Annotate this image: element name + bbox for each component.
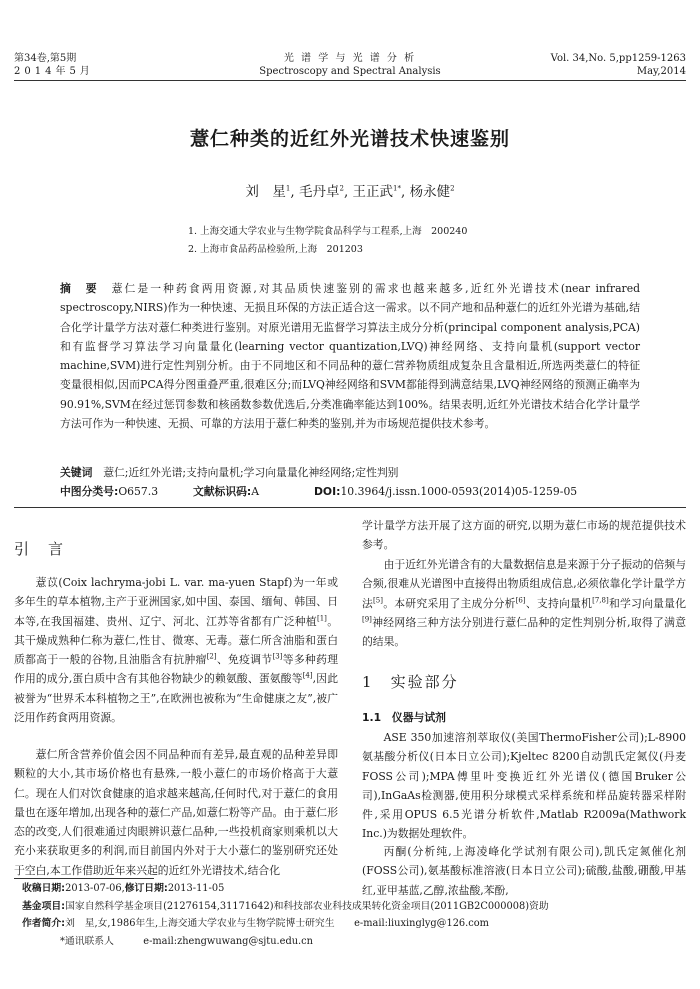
citation: [2]: [206, 652, 217, 661]
month-year: May,2014: [636, 66, 686, 77]
keywords-text: 薏仁;近红外光谱;支持向量机;学习向量量化神经网络;定性判别: [103, 466, 399, 479]
citation: [3]: [272, 652, 283, 661]
volume-issue: 第34卷,第5期: [14, 53, 77, 64]
section-heading-experiment: [362, 671, 459, 692]
affiliation: 1. 上海交通大学农业与生物学院食品科学与工程系,上海 200240: [188, 226, 468, 237]
section-rule: [14, 507, 686, 508]
author: 王正武$^{1*}$: [352, 184, 402, 200]
journal-title-en: Spectroscopy and Spectral Analysis: [259, 66, 441, 77]
citation: [4]: [302, 671, 313, 680]
intro-paragraph-1: 薏苡(Coix lachryma-jobi L. var. ma-yuen Stapf)为一年或多年生的草本植物,主产于亚洲国家,如中国、泰国、缅甸、韩国、日本等,在我国福建、贵州、辽宁、河北、江苏等省都有广泛种植[1]。其干燥成熟种仁称为薏仁,性甘、微寒、无毒。薏仁所含油脂和蛋白质都高于一般的谷物,且油脂含有抗肿瘤[2]、免疫调节[3]等多种药理作用的成分,蛋白质中含有其他谷物缺少的赖氨酸、蛋氨酸等[4],因此被誉为“世界禾本科植物之王”,在欧洲也被称为“生命健康之友”,被广泛用作药食两用资源。: [14, 576, 339, 725]
author-bio: 作者简介:刘 星,女,1986年生,上海交通大学农业与生物学院博士研究生 e-mail:liuxinglyg@126.com: [22, 918, 489, 929]
instruments-paragraph: ASE 350加速溶剂萃取仪(美国ThermoFisher公司);L-8900氨基酸分析仪(日本日立公司);Kjeltec 8200自动凯氏定氮仪(丹麦FOSS公司);MPA傅里叶变换近红外光谱仪(德国Bruker公司),InGaAs检测器,使用积分球模式采样系统和样品旋转器采样附件,采用OPUS 6.5光谱分析软件,Matlab R2009a(Mathwork Inc.)为数据处理软件。: [362, 731, 686, 841]
author: 毛丹卓$^2$: [298, 184, 344, 200]
vol-pages: Vol. 34,No. 5,pp1259-1263: [550, 53, 686, 64]
citation: [5]: [373, 596, 383, 604]
footnotes: [22, 880, 682, 950]
doc-code-label: 文献标识码:: [192, 485, 252, 498]
header-rule: [14, 80, 686, 81]
journal-pages: [551, 52, 686, 78]
author: 刘 星$^1$: [245, 184, 291, 200]
keywords: [60, 463, 660, 482]
issue-date: 2014年5月: [14, 66, 94, 77]
classification: [60, 482, 660, 501]
doi-value: 10.3964/j.issn.1000-0593(2014)05-1259-05: [340, 485, 578, 498]
right-paragraph-1: 学计量学方法开展了这方面的研究,以期为薏仁市场的规范提供技术参考。: [362, 519, 686, 552]
author: 杨永健$^2$: [409, 184, 455, 200]
journal-volume: [14, 52, 94, 78]
abstract-label: 摘 要: [60, 282, 99, 295]
doc-code-value: A: [251, 485, 260, 498]
citation: [1]: [317, 614, 327, 622]
affiliation: 2. 上海市食品药品检验所,上海 201203: [188, 244, 363, 255]
section-heading-intro: 引 言: [14, 540, 66, 558]
right-paragraph-2: 由于近红外光谱含有的大量数据信息是来源于分子振动的倍频与合频,很难从光谱图中直接得出物质组成信息,必须依靠化学计量学方法[5]。本研究采用了主成分分析[6]、支持向量机[7,8]和学习向量量化[9]神经网络三种方法分别进行薏仁品种的定性判别分析,取得了满意的结果。: [362, 558, 687, 649]
section-number: 1: [362, 673, 374, 691]
keywords-label: 关键词: [60, 466, 93, 479]
journal-name: [200, 52, 500, 78]
intro-paragraph-2: 薏仁所含营养价值会因不同品种而有差异,最直观的品种差异即颗粒的大小,其市场价格也有悬殊,一般小薏仁的市场价格高于大薏仁。现在人们对饮食健康的追求越来越高,任何时代,对于薏仁的食用量也在逐年增加,出现各种的薏仁产品,如薏仁粉等产品。由于薏仁形态的改变,人们很难通过肉眼辨识薏仁品种,一些投机商家则乘机以大充小来获取更多的利润,而目前国内外对于大小薏仁的鉴别研究还处于空白,本工作借助近年来兴起的近红外光谱技术,结合化: [14, 748, 338, 877]
subsection-heading: 1.1 仪器与试剂: [362, 711, 446, 724]
reagents-paragraph: 丙酮(分析纯,上海凌峰化学试剂有限公司),凯氏定氮催化剂(FOSS公司),氨基酸标准溶液(日本日立公司);硫酸,盐酸,硼酸,甲基红,亚甲基蓝,乙醇,浓盐酸,苯酚,: [362, 845, 686, 897]
author-list: 刘 星$^1$, 毛丹卓$^2$, 王正武$^{1*}$, 杨永健$^2$: [245, 184, 455, 200]
received-date: 收稿日期:2013-07-06,修订日期:2013-11-05: [22, 883, 225, 894]
citation: [7,8]: [592, 596, 609, 604]
journal-title-cn: 光 谱 学 与 光 谱 分 析: [283, 53, 417, 64]
citation: [9]: [362, 615, 372, 624]
clc-value: O657.3: [118, 485, 159, 498]
abstract-text: 薏仁是一种药食两用资源,对其品质快速鉴别的需求也越来越多,近红外光谱技术(near infrared spectroscopy,NIRS)作为一种快速、无损且环保的方法正适合这一需求。以不同产地和品种薏仁的近红外光谱为基础,结合化学计量学方法对薏仁种类进行鉴别。对原光谱用无监督学习算法主成分分析(principal component analysis,PCA)和有监督学习算法学习向量量化(learning vector quantization,LVQ)神经网络、支持向量机(support vector machine,SVM)进行定性判别分析。由于不同地区和不同品种的薏仁营养物质组成复杂且含量相近,所选两类薏仁的特征变量很相似,因而PCA得分图重叠严重,很难区分;而LVQ神经网络和SVM都能得到满意结果,LVQ神经网络的预测正确率为90.91%,SVM在经过惩罚参数和核函数参数优选后,分类准确率能达到100%。结果表明,近红外光谱技术结合化学计量学方法可作为一种快速、无损、可靠的方法用于薏仁种类的鉴别,并为市场规范提供技术参考。: [60, 282, 640, 431]
corresponding-author: *通讯联系人 e-mail:zhengwuwang@sjtu.edu.cn: [60, 935, 313, 947]
footnote-rule: [14, 878, 154, 879]
abstract: [60, 279, 640, 433]
clc-label: 中图分类号:: [60, 485, 119, 498]
fund-info: 基金项目:国家自然科学基金项目(21276154,31171642)和科技部农业科技成果转化资金项目(2011GB2C000008)资助: [22, 900, 549, 912]
section-title: 实验部分: [390, 673, 459, 691]
paper-title: 薏仁种类的近红外光谱技术快速鉴别: [189, 128, 510, 150]
doi-label: DOI:: [313, 485, 341, 498]
citation: [6]: [515, 596, 526, 604]
